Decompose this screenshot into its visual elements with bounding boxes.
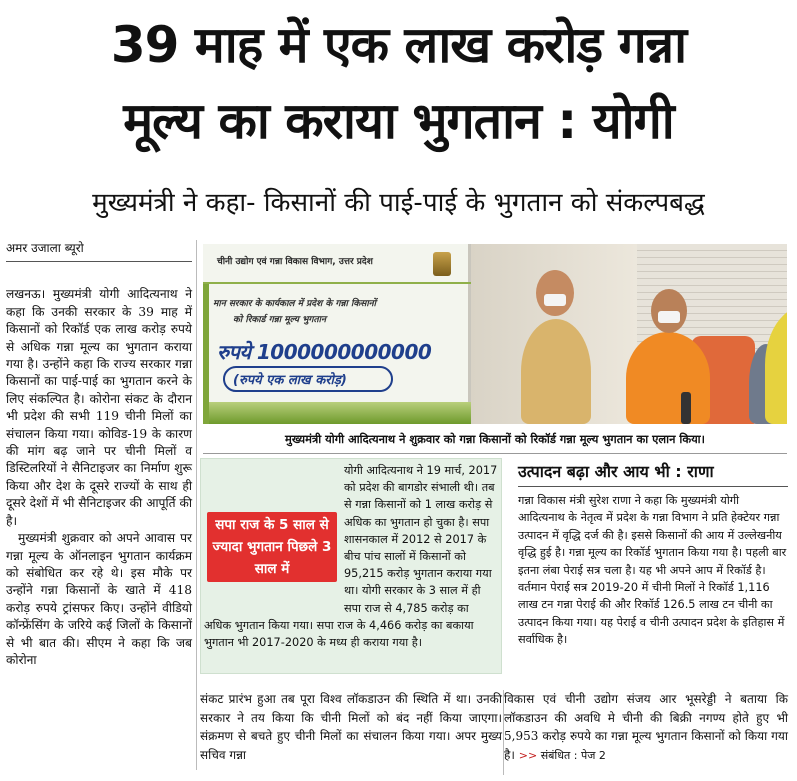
left-column bbox=[6, 240, 192, 669]
person-standing-left bbox=[521, 319, 591, 424]
news-photo bbox=[203, 244, 787, 424]
subheadline: मुख्यमंत्री ने कहा- किसानों की पाई-पाई के भुगतान को संकल्पबद्ध bbox=[92, 188, 705, 218]
headline bbox=[8, 14, 789, 152]
bottom-right-column bbox=[504, 690, 788, 765]
sidebar-text bbox=[518, 492, 788, 649]
bottom-right-text: विकास एवं चीनी उद्योग संजय आर भूसरेड्डी ने बताया कि लॉकडाउन की अवधि मे चीनी की बिक्री नगण्य होते हुए भी 5,953 करोड़ रुपये का गन्ना मूल्य भुगतान किसानों को किया गया है। bbox=[504, 692, 788, 762]
microphone-icon bbox=[681, 392, 691, 424]
related-label: संबंधित : पेज 2 bbox=[540, 748, 606, 762]
person-seated bbox=[626, 332, 710, 424]
screen-department: चीनी उद्योग एवं गन्ना विकास विभाग, उत्तर प्रदेश bbox=[217, 257, 373, 267]
left-paragraph-2: मुख्यमंत्री शुक्रवार को अपने आवास पर गन्ना मूल्य के ऑनलाइन भुगतान कार्यक्रम को संबोधित कर रहे थे। इस मौके पर उन्होंने गन्ना किसानों के खाते में 418 करोड़ रुपये ट्रांसफर किए। उन्होंने वीडियो कॉन्फ्रेंसिंग के जरिये कई जिलों के किसानों से भी बात की। सीएम ने कहा कि जब कोरोना bbox=[6, 531, 192, 667]
headline-line-2: मूल्य का कराया भुगतान : योगी bbox=[123, 92, 674, 150]
screen-line-2: को रिकार्ड गन्ना मूल्य भुगतान bbox=[233, 315, 326, 325]
headline-line-1: 39 माह में एक लाख करोड़ गन्ना bbox=[110, 16, 687, 74]
pull-quote: सपा राज के 5 साल से ज्यादा भुगतान पिछले 3 साल में bbox=[207, 512, 337, 582]
person-head bbox=[651, 289, 687, 333]
state-emblem-icon bbox=[433, 252, 451, 276]
sidebar-paragraph-1: गन्ना विकास मंत्री सुरेश राणा ने कहा कि मुख्यमंत्री योगी आदित्यनाथ के नेतृत्व में प्रदेश के गन्ना विभाग ने प्रति हेक्टेयर गन्ना उत्पादन में वृद्धि दर्ज की है। इससे किसानों की आय में उल्लेखनीय वृद्धि हुई है। गन्ना मूल्य का रिकॉर्ड भुगतान किया गया है। पहली बार इतना लंबा पेराई सत्र चला है। यह भी अपने आप में रिकॉर्ड है। bbox=[518, 494, 787, 577]
screen-amount: रुपये 1000000000000 bbox=[217, 340, 432, 364]
related-link[interactable] bbox=[519, 749, 606, 762]
photo-room bbox=[471, 244, 787, 424]
photo-caption: मुख्यमंत्री योगी आदित्यनाथ ने शुक्रवार को गन्ना किसानों को रिकॉर्ड गन्ना मूल्य भुगतान का एलान किया। bbox=[203, 424, 787, 454]
info-box-body: योगी आदित्यनाथ ने 19 मार्च, 2017 को प्रदेश की बागडोर संभाली थी। तब से गन्ना किसानों को 1 लाख करोड़ से अधिक का भुगतान हो चुका है। सपा शासनकाल में 2012 से 2017 के बीच पांच सालों में किसानों को 95,215 करोड़ भुगतान कराया गया था। योगी सरकार के 3 साल में ही सपा राज से 4,785 करोड़ का अधिक भुगतान किया गया। सपा राज के 4,466 करोड़ का बकाया भुगतान भी 2017-2020 के मध्य ही कराया गया है। bbox=[204, 464, 498, 650]
sidebar-heading: उत्पादन बढ़ा और आय भी : राणा bbox=[518, 460, 788, 487]
byline: अमर उजाला ब्यूरो bbox=[6, 240, 192, 262]
bottom-middle-text: संकट प्रारंभ हुआ तब पूरा विश्व लॉकडाउन की स्थिति में था। उनकी सरकार ने तय किया कि चीनी मिलों को बंद नहीं किया जाएगा। संक्रमण से बचते हुए चीनी मिलों का संचालन किया गया। अपर मुख्य सचिव गन्ना bbox=[200, 692, 502, 762]
left-paragraph-1: लखनऊ। मुख्यमंत्री योगी आदित्यनाथ ने कहा कि उनकी सरकार के 39 माह में किसानों को रिकॉर्ड एक लाख करोड़ रुपये से अधिक गन्ना मूल्य का भुगतान कराया गया है। उन्होंने कहा कि राज्य सरकार गन्ना किसानों का पाई-पाई का भुगतान करने के लिए संकल्पित है। कोरोना संकट के दौरान भी प्रदेश की सभी 119 चीनी मिलों का संचालन किया गया। कोविड-19 के कारण की मांग बढ़ जाने पर चीनी मिलों व डिस्टिलरियों ने सैनिटाइजर का निर्माण शुरू किया और देश के दूसरे राज्यों के साथ ही दूसरे देशों में भी सैनिटाइजर की आपूर्ति की है। bbox=[6, 287, 192, 528]
related-arrows-icon: >> bbox=[518, 748, 538, 762]
person-head bbox=[536, 270, 574, 316]
screen-amount-words: (रुपये एक लाख करोड़) bbox=[223, 366, 393, 392]
screen-grass bbox=[209, 402, 471, 424]
screen-line-1: मान सरकार के कार्यकाल में प्रदेश के गन्ना किसानों bbox=[213, 299, 377, 309]
presentation-screen bbox=[203, 244, 471, 424]
sidebar-paragraph-2: वर्तमान पेराई सत्र 2019-20 में चीनी मिलों ने रिकॉर्ड 1,116 लाख टन गन्ना पेराई की और रिकॉर्ड 126.5 लाख टन चीनी का उत्पादन किया गया। यह पेराई व चीनी उत्पादन प्रदेश के इतिहास में सर्वाधिक है। bbox=[518, 581, 785, 647]
column-divider bbox=[196, 240, 197, 770]
